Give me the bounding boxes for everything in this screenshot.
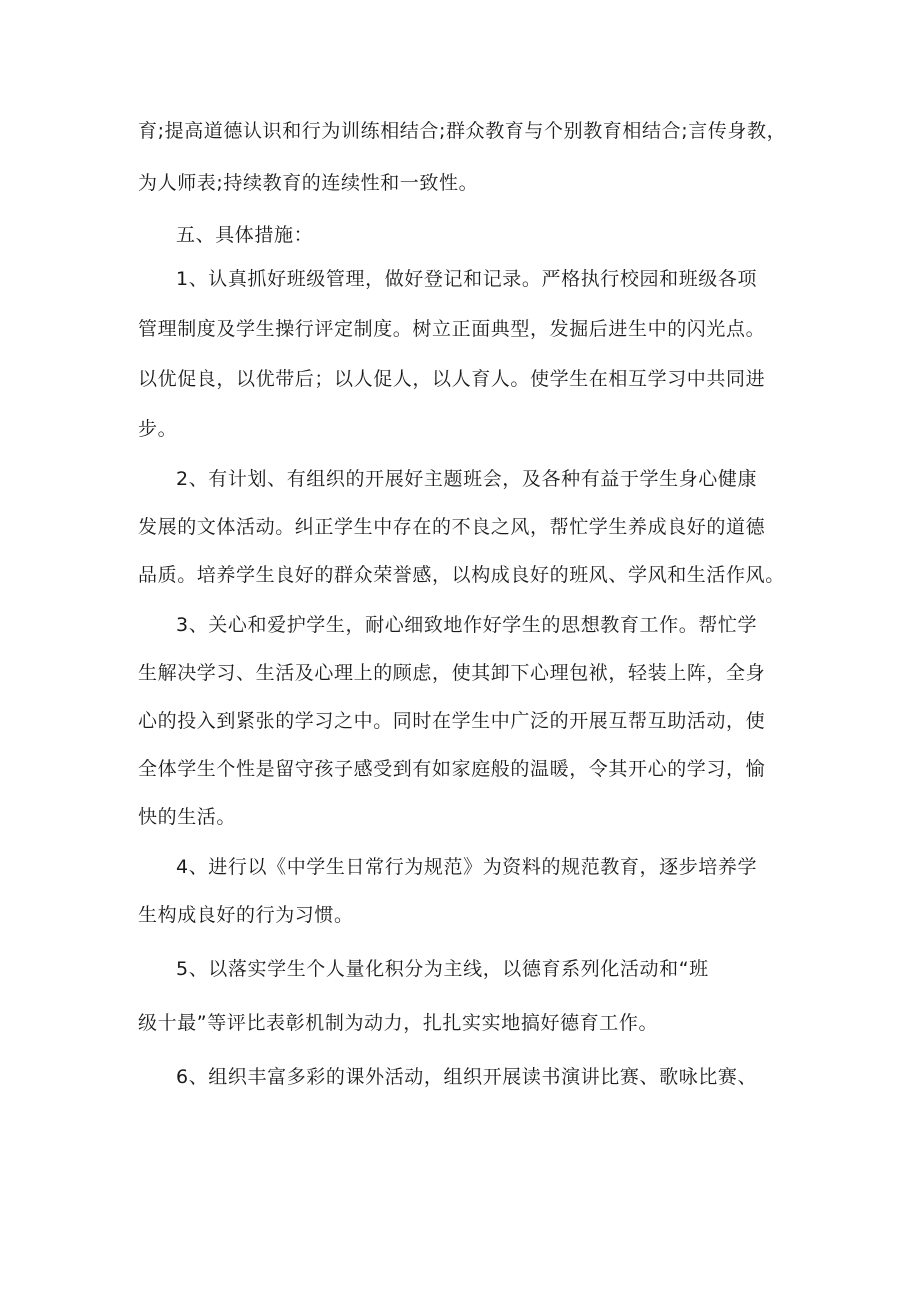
text-line: 为人师表;持续教育的连续性和一致性。 [138, 172, 479, 194]
text-line: 6、组织丰富多彩的课外活动，组织开展读书演讲比赛、歌咏比赛、 [176, 1066, 758, 1088]
text-line: 以优促良，以优带后；以人促人，以人育人。使学生在相互学习中共同进 [138, 368, 766, 390]
text-line: 1、认真抓好班级管理，做好登记和记录。严格执行校园和班级各项 [176, 268, 758, 290]
section-heading: 五、具体措施： [176, 224, 314, 246]
text-line: 步。 [138, 418, 178, 440]
text-line: 5、以落实学生个人量化积分为主线，以德育系列化活动和“班 [176, 958, 709, 980]
text-line: 4、进行以《中学生日常行为规范》为资料的规范教育，逐步培养学 [176, 856, 758, 878]
text-line: 级十最”等评比表彰机制为动力，扎扎实实地搞好德育工作。 [138, 1012, 659, 1034]
text-line: 全体学生个性是留守孩子感受到有如家庭般的温暖，令其开心的学习，愉 [138, 758, 766, 780]
text-line: 心的投入到紧张的学习之中。同时在学生中广泛的开展互帮互助活动，使 [138, 710, 766, 732]
text-line: 快的生活。 [138, 806, 237, 828]
text-line: 生构成良好的行为习惯。 [138, 904, 354, 926]
text-line: 生解决学习、生活及心理上的顾虑，使其卸下心理包袱，轻装上阵，全身 [138, 662, 766, 684]
text-line: 管理制度及学生操行评定制度。树立正面典型，发掘后进生中的闪光点。 [138, 318, 766, 340]
text-line: 2、有计划、有组织的开展好主题班会，及各种有益于学生身心健康 [176, 468, 758, 490]
text-line: 发展的文体活动。纠正学生中存在的不良之风，帮忙学生养成良好的道德 [138, 516, 766, 538]
text-line: 育;提高道德认识和行为训练相结合;群众教育与个别教育相结合;言传身教， [138, 120, 787, 142]
text-line: 品质。培养学生良好的群众荣誉感，以构成良好的班风、学风和生活作风。 [138, 564, 785, 586]
text-line: 3、关心和爱护学生，耐心细致地作好学生的思想教育工作。帮忙学 [176, 614, 758, 636]
